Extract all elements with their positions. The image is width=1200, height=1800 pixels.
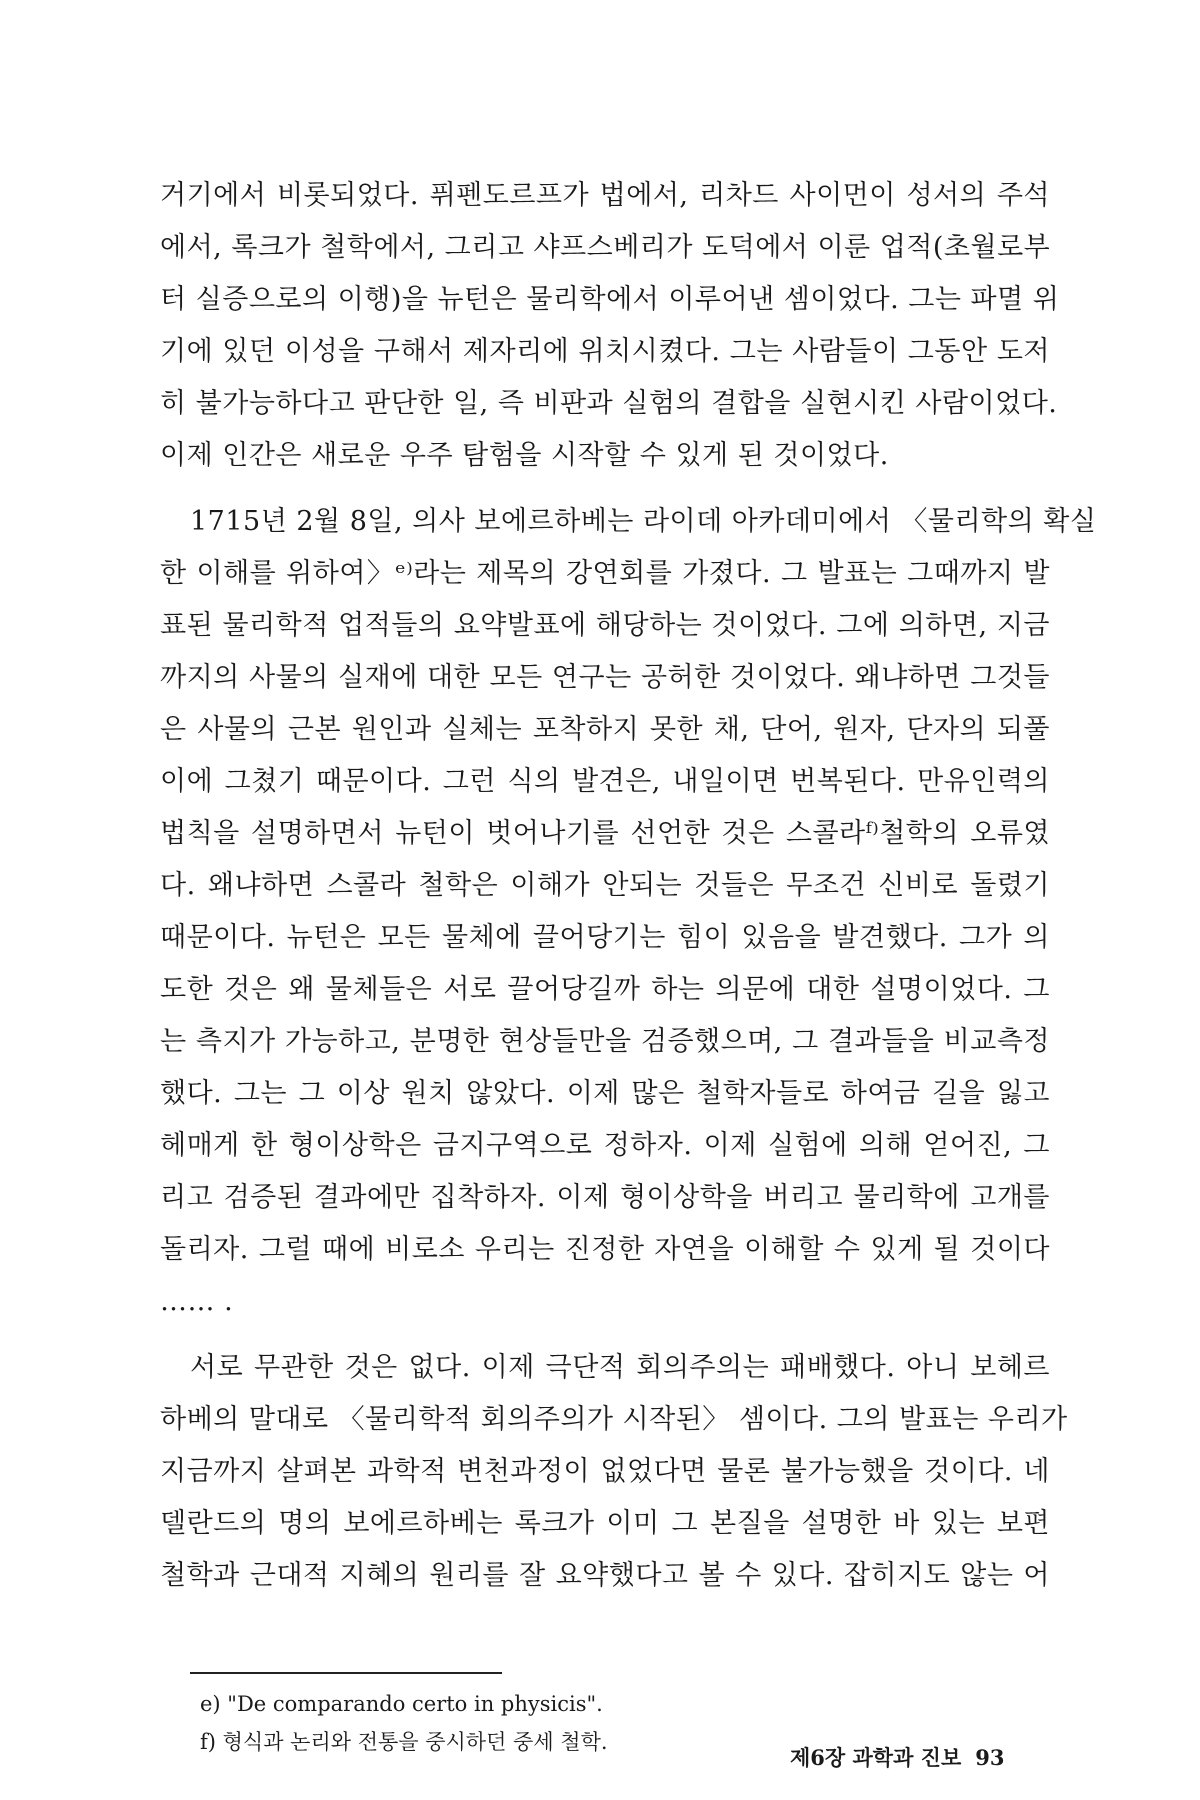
text-line: …… . (160, 1286, 234, 1317)
text-line: 은 사물의 근본 원인과 실체는 포착하지 못한 채, 단어, 원자, 단자의 되풀 (160, 714, 1050, 745)
text-line: 지금까지 살펴본 과학적 변천과정이 없었다면 물론 불가능했을 것이다. 네 (160, 1456, 1050, 1487)
paragraph-gap (160, 482, 1050, 496)
text-line: 도한 것은 왜 물체들은 서로 끌어당길까 하는 의문에 대한 설명이었다. 그 (160, 974, 1050, 1005)
text-line: 는 측지가 가능하고, 분명한 현상들만을 검증했으며, 그 결과들을 비교측정 (160, 1026, 1050, 1057)
chapter-title: 제6장 과학과 진보 (790, 1745, 962, 1770)
text-line: 헤매게 한 형이상학은 금지구역으로 정하자. 이제 실험에 의해 얻어진, 그 (160, 1130, 1050, 1161)
text-line: 하베의 말대로 〈물리학적 회의주의가 시작된〉 셈이다. 그의 발표는 우리가 (160, 1404, 1068, 1435)
text-line: 이제 인간은 새로운 우주 탐험을 시작할 수 있게 된 것이었다. (160, 440, 889, 471)
text-line: 다. 왜냐하면 스콜라 철학은 이해가 안되는 것들은 무조건 신비로 돌렸기 (160, 870, 1050, 901)
text-line: 돌리자. 그럴 때에 비로소 우리는 진정한 자연을 이해할 수 있게 될 것이다 (160, 1234, 1050, 1265)
text-line: 한 이해를 위하여〉ᵉ⁾라는 제목의 강연회를 가졌다. 그 발표는 그때까지 발 (160, 558, 1050, 589)
footnote-e: e) "De comparando certo in physicis". (200, 1692, 603, 1716)
text-line: 까지의 사물의 실재에 대한 모든 연구는 공허한 것이었다. 왜냐하면 그것들 (160, 662, 1050, 693)
footnote-f: f) 형식과 논리와 전통을 중시하던 중세 철학. (200, 1730, 608, 1754)
text-line: 델란드의 명의 보에르하베는 록크가 이미 그 본질을 설명한 바 있는 보편 (160, 1508, 1050, 1539)
page-number: 93 (975, 1745, 1005, 1770)
text-line: 때문이다. 뉴턴은 모든 물체에 끌어당기는 힘이 있음을 발견했다. 그가 의 (160, 922, 1050, 953)
paragraph-gap (160, 1328, 1050, 1342)
text-line: 터 실증으로의 이행)을 뉴턴은 물리학에서 이루어낸 셈이었다. 그는 파멸 위 (160, 284, 1060, 315)
text-line: 1715년 2월 8일, 의사 보에르하베는 라이데 아카데미에서 〈물리학의 확실 (190, 506, 1097, 537)
text-line: 철학과 근대적 지혜의 원리를 잘 요약했다고 볼 수 있다. 잡히지도 않는 어 (160, 1560, 1050, 1591)
text-line: 서로 무관한 것은 없다. 이제 극단적 회의주의는 패배했다. 아니 보헤르 (190, 1352, 1050, 1383)
text-line: 리고 검증된 결과에만 집착하자. 이제 형이상학을 버리고 물리학에 고개를 (160, 1182, 1050, 1213)
text-line: 이에 그쳤기 때문이다. 그런 식의 발견은, 내일이면 번복된다. 만유인력의 (160, 766, 1050, 797)
footnote-rule (190, 1672, 502, 1674)
text-line: 거기에서 비롯되었다. 퓌펜도르프가 법에서, 리차드 사이먼이 성서의 주석 (160, 180, 1050, 211)
text-line: 기에 있던 이성을 구해서 제자리에 위치시켰다. 그는 사람들이 그동안 도저 (160, 336, 1050, 367)
body-text (160, 170, 1097, 1602)
text-line: 법칙을 설명하면서 뉴턴이 벗어나기를 선언한 것은 스콜라ᶠ⁾철학의 오류였 (160, 818, 1050, 849)
text-line: 히 불가능하다고 판단한 일, 즉 비판과 실험의 결합을 실현시킨 사람이었다. (160, 388, 1058, 419)
running-footer (790, 1742, 1005, 1772)
text-line: 표된 물리학적 업적들의 요약발표에 해당하는 것이었다. 그에 의하면, 지금 (160, 610, 1050, 641)
text-line: 했다. 그는 그 이상 원치 않았다. 이제 많은 철학자들로 하여금 길을 잃고 (160, 1078, 1050, 1109)
text-line: 에서, 록크가 철학에서, 그리고 샤프스베리가 도덕에서 이룬 업적(초월로부 (160, 232, 1051, 263)
